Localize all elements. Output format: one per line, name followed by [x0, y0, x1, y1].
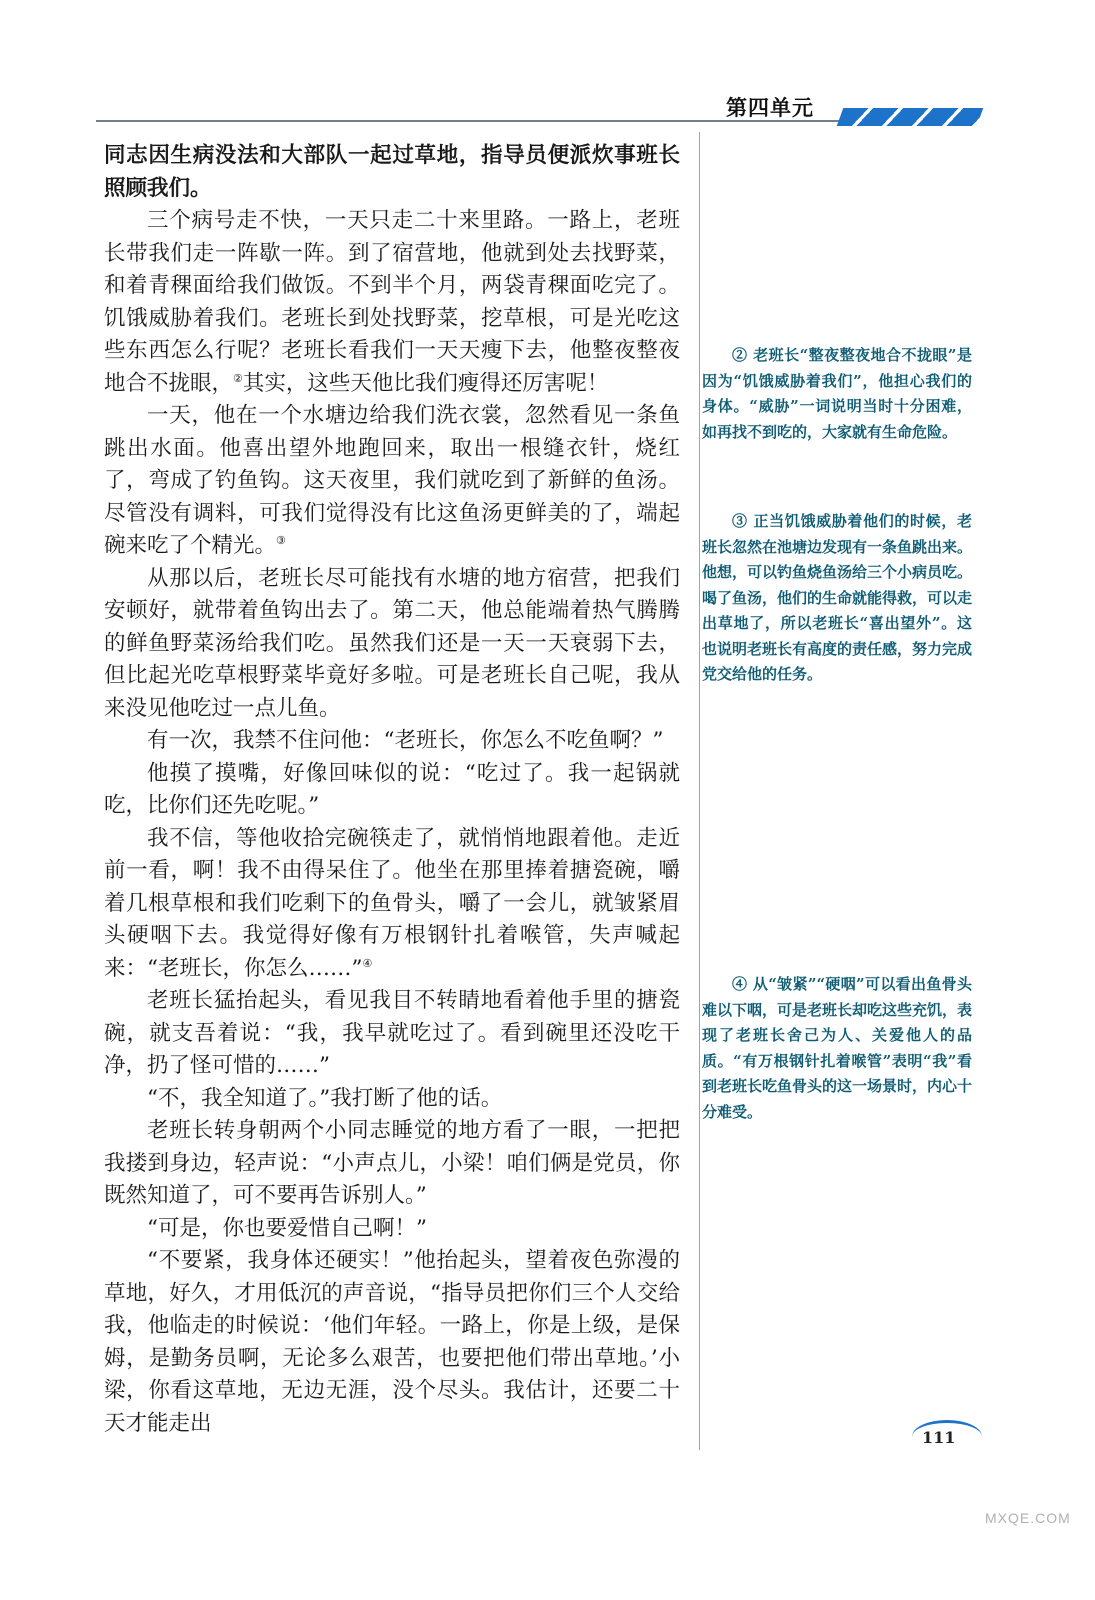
note-marker-3: ③	[276, 533, 286, 547]
paragraph: 一天，他在一个水塘边给我们洗衣裳，忽然看见一条鱼跳出水面。他喜出望外地跑回来，取出一根缝衣针，烧红了，弯成了钓鱼钩。这天夜里，我们就吃到了新鲜的鱼汤。尽管没有调料，可我们觉得没有比这鱼汤更鲜美的了，端起碗来吃了个精光。③	[104, 403, 680, 558]
note-marker-2: ②	[233, 371, 243, 385]
paragraph: “不，我全知道了。”我打断了他的话。	[147, 1085, 503, 1111]
paragraph: 他摸了摸嘴，好像回味似的说：“吃过了。我一起锅就吃，比你们还先吃呢。”	[104, 760, 680, 818]
main-text	[104, 140, 680, 1440]
header-stripes-decoration	[837, 108, 984, 126]
side-note-4: ④ 从“皱紧”“硬咽”可以看出鱼骨头难以下咽，可是老班长却吃这些充饥，表现了老班长舍己为人、关爱他人的品质。“有万根钢针扎着喉管”表明“我”看到老班长吃鱼骨头的这一场景时，内心十分难受。	[702, 975, 973, 1121]
paragraph: 同志因生病没法和大部队一起过草地，指导员便派炊事班长照顾我们。	[104, 143, 680, 201]
paragraph: 三个病号走不快，一天只走二十来里路。一路上，老班长带我们走一阵歇一阵。到了宿营地，他就到处去找野菜，和着青稞面给我们做饭。不到半个月，两袋青稞面吃完了。饥饿威胁着我们。老班长到处找野菜，挖草根，可是光吃这些东西怎么行呢？老班长看我们一天天瘦下去，他整夜整夜地合不拢眼，②其实，这些天他比我们瘦得还厉害呢！	[104, 208, 680, 396]
paragraph: “不要紧，我身体还硬实！”他抬起头，望着夜色弥漫的草地，好久，才用低沉的声音说，“指导员把你们三个人交给我，他临走的时候说：‘他们年轻。一路上，你是上级，是保姆，是勤务员啊，无论多么艰苦，也要把他们带出草地。’小梁，你看这草地，无边无涯，没个尽头。我估计，还要二十天才能走出	[104, 1248, 680, 1436]
paragraph: 老班长猛抬起头，看见我目不转睛地看着他手里的搪瓷碗，就支吾着说：“我，我早就吃过了。看到碗里还没吃干净，扔了怪可惜的……”	[104, 988, 680, 1078]
column-divider	[699, 132, 700, 1450]
paragraph: 有一次，我禁不住问他：“老班长，你怎么不吃鱼啊？”	[147, 728, 664, 753]
side-note-3: ③ 正当饥饿威胁着他们的时候，老班长忽然在池塘边发现有一条鱼跳出来。他想，可以钓鱼烧鱼汤给三个小病员吃。喝了鱼汤，他们的生命就能得救，可以走出草地了，所以老班长“喜出望外”。这也说明老班长有高度的责任感，努力完成党交给他的任务。	[702, 512, 973, 683]
paragraph: “可是，你也要爱惜自己啊！”	[147, 1215, 427, 1241]
paragraph: 老班长转身朝两个小同志睡觉的地方看了一眼，一把把我搂到身边，轻声说：“小声点儿，小梁！咱们俩是党员，你既然知道了，可不要再告诉别人。”	[104, 1118, 680, 1208]
paragraph: 我不信，等他收拾完碗筷走了，就悄悄地跟着他。走近前一看，啊！我不由得呆住了。他坐在那里捧着搪瓷碗，嚼着几根草根和我们吃剩下的鱼骨头，嚼了一会儿，就皱紧眉头硬咽下去。我觉得好像有万根钢针扎着喉管，失声喊起来：“老班长，你怎么……”④	[104, 825, 680, 981]
page-number: 111	[922, 1428, 956, 1447]
header-rule	[96, 120, 966, 122]
note-marker-4: ④	[362, 956, 373, 970]
watermark: MXQE.COM	[985, 1510, 1071, 1526]
side-note-2: ② 老班长“整夜整夜地合不拢眼”是因为“饥饿威胁着我们”，他担心我们的身体。“威胁”一词说明当时十分困难，如再找不到吃的，大家就有生命危险。	[702, 346, 972, 441]
paragraph: 从那以后，老班长尽可能找有水塘的地方宿营，把我们安顿好，就带着鱼钩出去了。第二天，他总能端着热气腾腾的鲜鱼野菜汤给我们吃。虽然我们还是一天一天衰弱下去，但比起光吃草根野菜毕竟好多啦。可是老班长自己呢，我从来没见他吃过一点儿鱼。	[104, 565, 680, 721]
unit-title: 第四单元	[726, 95, 814, 120]
